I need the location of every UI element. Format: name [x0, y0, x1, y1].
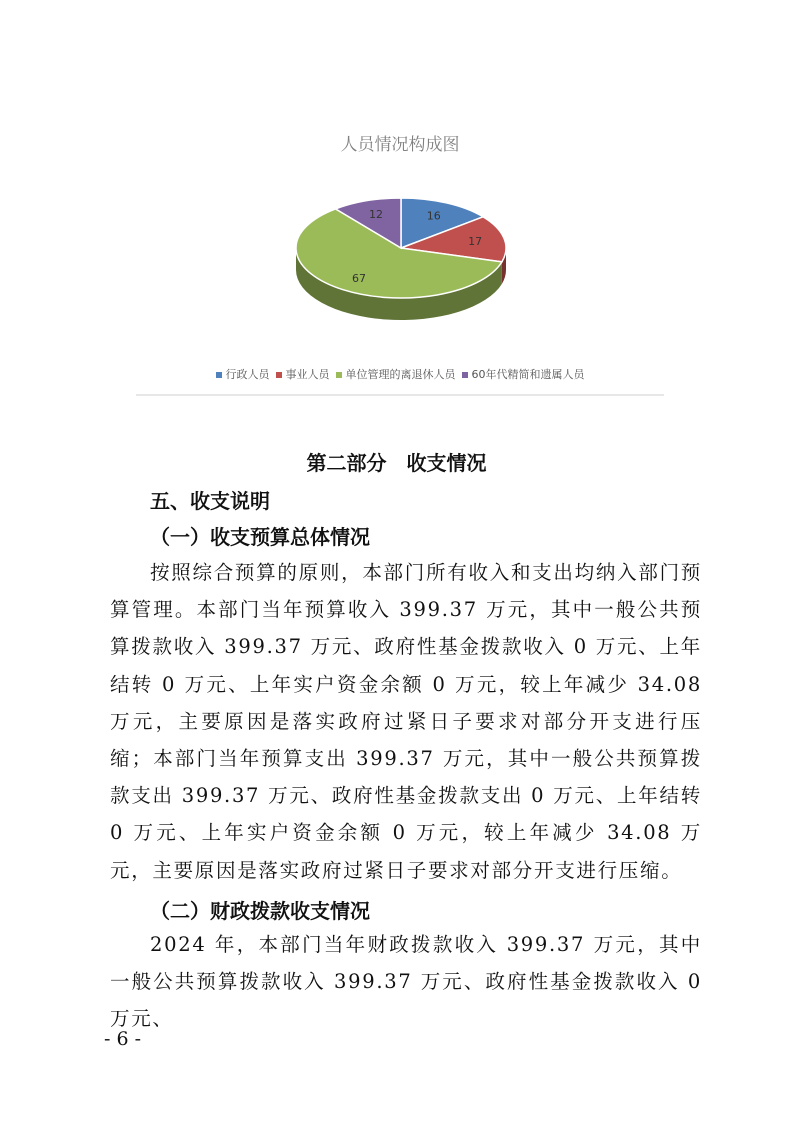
legend-swatch	[336, 372, 342, 378]
data-label-slice-administrative: 16	[426, 209, 441, 223]
data-label-slice-sixties-streamlined: 12	[369, 208, 383, 221]
legend-item-slice-retired	[336, 366, 456, 382]
chart-legend	[136, 366, 664, 382]
data-label-slice-institutional: 17	[468, 235, 483, 248]
legend-item-slice-institutional	[276, 366, 330, 382]
legend-label: 行政人员	[225, 368, 270, 381]
section-heading-5: 五、收支说明	[150, 489, 270, 513]
chart-divider	[136, 394, 664, 396]
subsection-heading-1: （一）收支预算总体情况	[150, 525, 370, 549]
legend-swatch	[276, 372, 282, 378]
chart-title: 人员情况构成图	[340, 135, 460, 155]
paragraph-fiscal-appropriation: 2024 年，本部门当年财政拨款收入 399.37 万元，其中一般公共预算拨款收入 399.37 万元、政府性基金拨款收入 0 万元、	[110, 933, 702, 1031]
legend-swatch	[462, 372, 468, 378]
pie-chart-svg	[136, 118, 664, 358]
legend-item-slice-sixties-streamlined	[462, 366, 585, 382]
data-label-slice-retired: 67	[352, 271, 366, 285]
legend-label: 60年代精简和遗属人员	[471, 368, 585, 381]
legend-label: 事业人员	[285, 368, 330, 381]
legend-label: 单位管理的离退休人员	[345, 368, 456, 381]
legend-swatch	[216, 372, 222, 378]
paragraph-budget-overview: 按照综合预算的原则，本部门所有收入和支出均纳入部门预算管理。本部门当年预算收入 399.37 万元，其中一般公共预算拨款收入 399.37 万元、政府性基金拨款收入 0 万元、上年结转 0 万元、上年实户资金余额 0 万元，较上年减少 34.08 万元，主要原因是落实政府过紧日子要求对部分开支进行压缩；本部门当年预算支出 399.37 万元，其中一般公共预算拨款支出 399.37 万元、政府性基金拨款支出 0 万元、上年结转 0 万元、上年实户资金余额 0 万元，较上年减少 34.08 万元，主要原因是落实政府过紧日子要求对部分开支进行压缩。	[110, 561, 702, 882]
subsection-heading-2: （二）财政拨款收支情况	[150, 899, 370, 923]
part-heading: 第二部分 收支情况	[306, 451, 487, 475]
page-number: - 6 -	[104, 1028, 142, 1050]
legend-item-slice-administrative	[216, 366, 270, 382]
pie-chart	[136, 118, 664, 398]
